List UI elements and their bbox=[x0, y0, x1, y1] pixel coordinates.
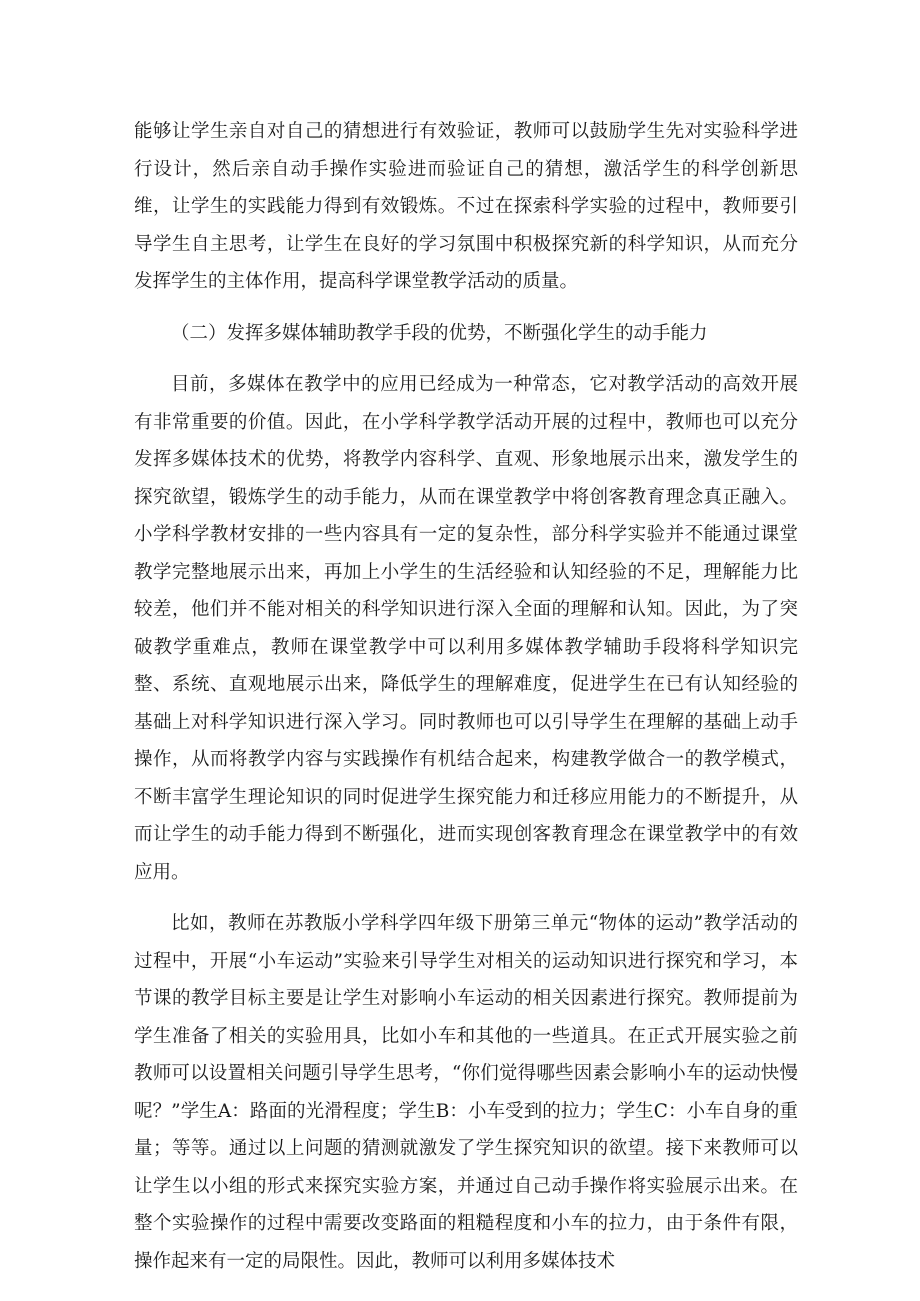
paragraph-multimedia: 目前，多媒体在教学中的应用已经成为一种常态，它对教学活动的高效开展有非常重要的价值。因此，在小学科学教学活动开展的过程中，教师也可以充分发挥多媒体技术的优势，将教学内容科学、直观、形象地展示出来，激发学生的探究欲望，锻炼学生的动手能力，从而在课堂教学中将创客教育理念真正融入。小学科学教材安排的一些内容具有一定的复杂性，部分科学实验并不能通过课堂教学完整地展示出来，再加上小学生的生活经验和认知经验的不足，理解能力比较差，他们并不能对相关的科学知识进行深入全面的理解和认知。因此，为了突破教学重难点，教师在课堂教学中可以利用多媒体教学辅助手段将科学知识完整、系统、直观地展示出来，降低学生的理解难度，促进学生在已有认知经验的基础上对科学知识进行深入学习。同时教师也可以引导学生在理解的基础上动手操作，从而将教学内容与实践操作有机结合起来，构建教学做合一的教学模式，不断丰富学生理论知识的同时促进学生探究能力和迁移应用能力的不断提升，从而让学生的动手能力得到不断强化，进而实现创客教育理念在课堂教学中的有效应用。 bbox=[134, 374, 798, 883]
section-heading: （二）发挥多媒体辅助教学手段的优势，不断强化学生的动手能力 bbox=[171, 322, 708, 344]
paragraph-example: 比如，教师在苏教版小学科学四年级下册第三单元“物体的运动”教学活动的过程中，开展“小车运动”实验来引导学生对相关的运动知识进行探究和学习，本节课的教学目标主要是让学生对影响小车运动的相关因素进行探究。教师提前为学生准备了相关的实验用具，比如小车和其他的一些道具。在正式开展实验之前教师可以设置相关问题引导学生思考，“你们觉得哪些因素会影响小车的运动快慢呢？”学生A：路面的光滑程度；学生B：小车受到的拉力；学生C：小车自身的重量；等等。通过以上问题的猜测就激发了学生探究知识的欲望。接下来教师可以让学生以小组的形式来探究实验方案，并通过自己动手操作将实验展示出来。在整个实验操作的过程中需要改变路面的粗糙程度和小车的拉力，由于条件有限，操作起来有一定的局限性。因此，教师可以利用多媒体技术 bbox=[134, 913, 798, 1272]
document-body bbox=[134, 113, 798, 1280]
paragraph-continuation: 能够让学生亲自对自己的猜想进行有效验证，教师可以鼓励学生先对实验科学进行设计，然后亲自动手操作实验进而验证自己的猜想，激活学生的科学创新思维，让学生的实践能力得到有效锻炼。不过在探索科学实验的过程中，教师要引导学生自主思考，让学生在良好的学习氛围中积极探究新的科学知识，从而充分发挥学生的主体作用，提高科学课堂教学活动的质量。 bbox=[134, 121, 798, 292]
